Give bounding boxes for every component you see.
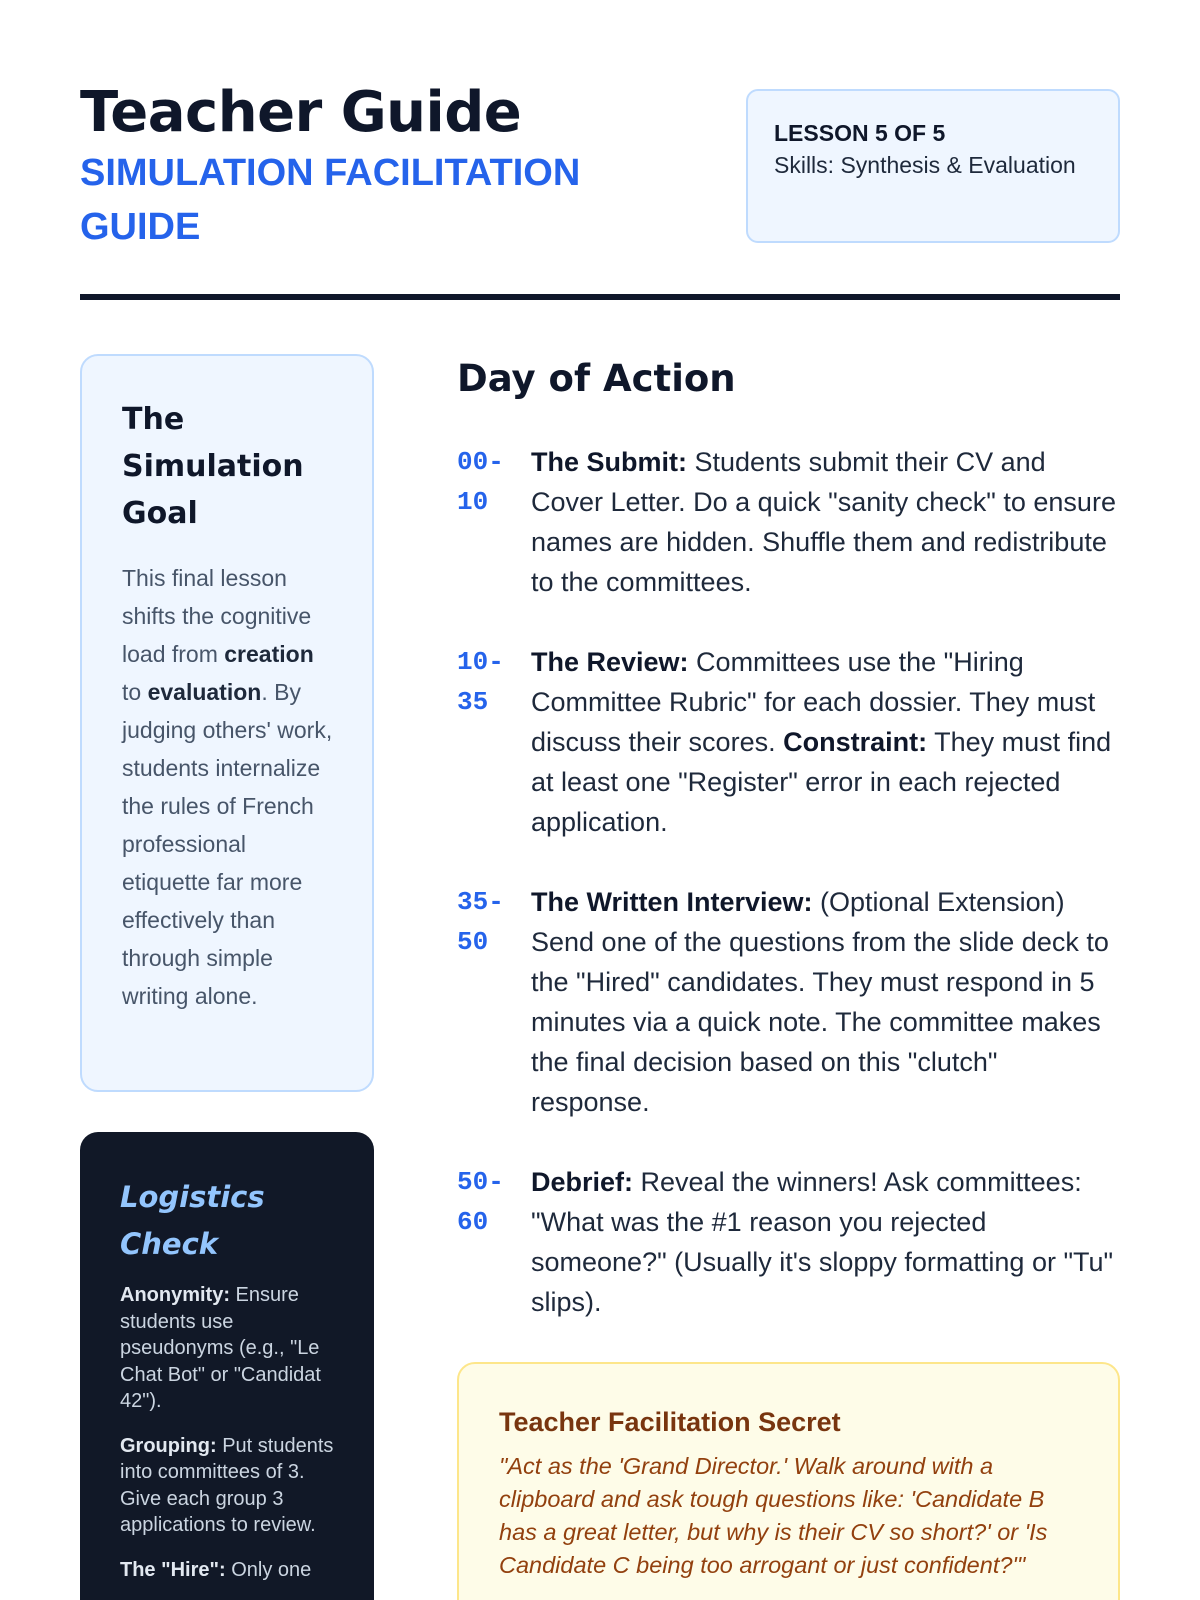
step-time: 10-35 (457, 647, 504, 717)
logistics-item (120, 1433, 338, 1539)
step-body (531, 882, 1120, 1122)
day-of-action-title: Day of Action (457, 357, 736, 400)
logistics-item-text: Only one (225, 1558, 312, 1581)
agenda-step (457, 442, 1120, 602)
lesson-label: LESSON 5 OF 5 (774, 120, 946, 146)
logistics-item-text: Put students into committees of 3. Give each group 3 applications to review. (120, 1434, 334, 1536)
step-time: 50-60 (457, 1167, 504, 1237)
step-text: (Optional Extension) Send one of the questions from the slide deck to the "Hired" candidates. They must respond in 5 minutes via a quick note. The committee makes the final decision based on this "clutch" response. (531, 887, 1109, 1117)
goal-text-part: . By judging others' work, students internalize the rules of French professional etiquette far more effectively than through simple writing alone. (122, 679, 333, 1009)
step-body (531, 1162, 1120, 1322)
logistics-item-label: Anonymity: (120, 1284, 230, 1306)
page-subtitle: SIMULATION FACILITATION GUIDE (80, 152, 581, 248)
step-label: The Written Interview: (531, 887, 813, 917)
step-body (531, 642, 1120, 842)
step-text: Reveal the winners! Ask committees: "What was the #1 reason you rejected someone?" (Usually it's sloppy formatting or "Tu" slips). (531, 1167, 1114, 1317)
secret-quote: "Act as the 'Grand Director.' Walk around with a clipboard and ask tough questions like: 'Candidate B has a great letter, but why is their CV so short?' or 'Is Candidate C being too arrogant or just confident?'" (499, 1453, 1048, 1578)
goal-text-part: This final lesson shifts the cognitive load from (122, 565, 312, 667)
logistics-item (120, 1557, 338, 1584)
step-text: Committees use the "Hiring Committee Rubric" for each dossier. They must discuss their scores. (531, 647, 1096, 757)
page-header (80, 80, 1120, 250)
logistics-item-label: Grouping: (120, 1434, 217, 1457)
logistics-item-label: The "Hire": (120, 1558, 226, 1581)
step-label: Debrief: (531, 1167, 634, 1197)
step-constraint-label: Constraint: (783, 727, 928, 757)
logistics-item (120, 1282, 338, 1415)
title-block (80, 80, 640, 254)
goal-text-part: to (122, 679, 148, 705)
logistics-item-text: Ensure students use pseudonyms (e.g., "Le Chat Bot" or "Candidat 42"). (120, 1284, 321, 1412)
step-time: 00-10 (457, 447, 504, 517)
main-content (457, 354, 1120, 1600)
agenda-step (457, 1162, 1120, 1322)
agenda-step (457, 882, 1120, 1122)
goal-text (122, 559, 334, 1015)
goal-bold-creation: creation (224, 641, 314, 667)
step-time: 35-50 (457, 887, 504, 957)
agenda-step (457, 642, 1120, 842)
header-divider (80, 294, 1120, 300)
simulation-goal-card (80, 354, 374, 1092)
goal-title: The Simulation Goal (122, 402, 304, 531)
logistics-check-card (80, 1132, 374, 1600)
sidebar (80, 354, 374, 1600)
facilitation-secret-card (457, 1362, 1120, 1600)
lesson-skills: Skills: Synthesis & Evaluation (774, 152, 1076, 178)
step-body (531, 442, 1120, 602)
lesson-info-box (746, 89, 1120, 243)
step-label: The Review: (531, 647, 689, 677)
secret-title: Teacher Facilitation Secret (499, 1407, 841, 1437)
page-title: Teacher Guide (80, 80, 522, 145)
step-label: The Submit: (531, 447, 687, 477)
teacher-guide-page (80, 80, 1120, 1581)
step-text: They must find at least one "Register" error in each rejected application. (531, 727, 1112, 837)
step-text: Students submit their CV and Cover Letter. Do a quick "sanity check" to ensure names are hidden. Shuffle them and redistribute to the committees. (531, 447, 1116, 597)
logistics-title: Logistics Check (120, 1180, 265, 1261)
goal-bold-evaluation: evaluation (147, 679, 262, 705)
